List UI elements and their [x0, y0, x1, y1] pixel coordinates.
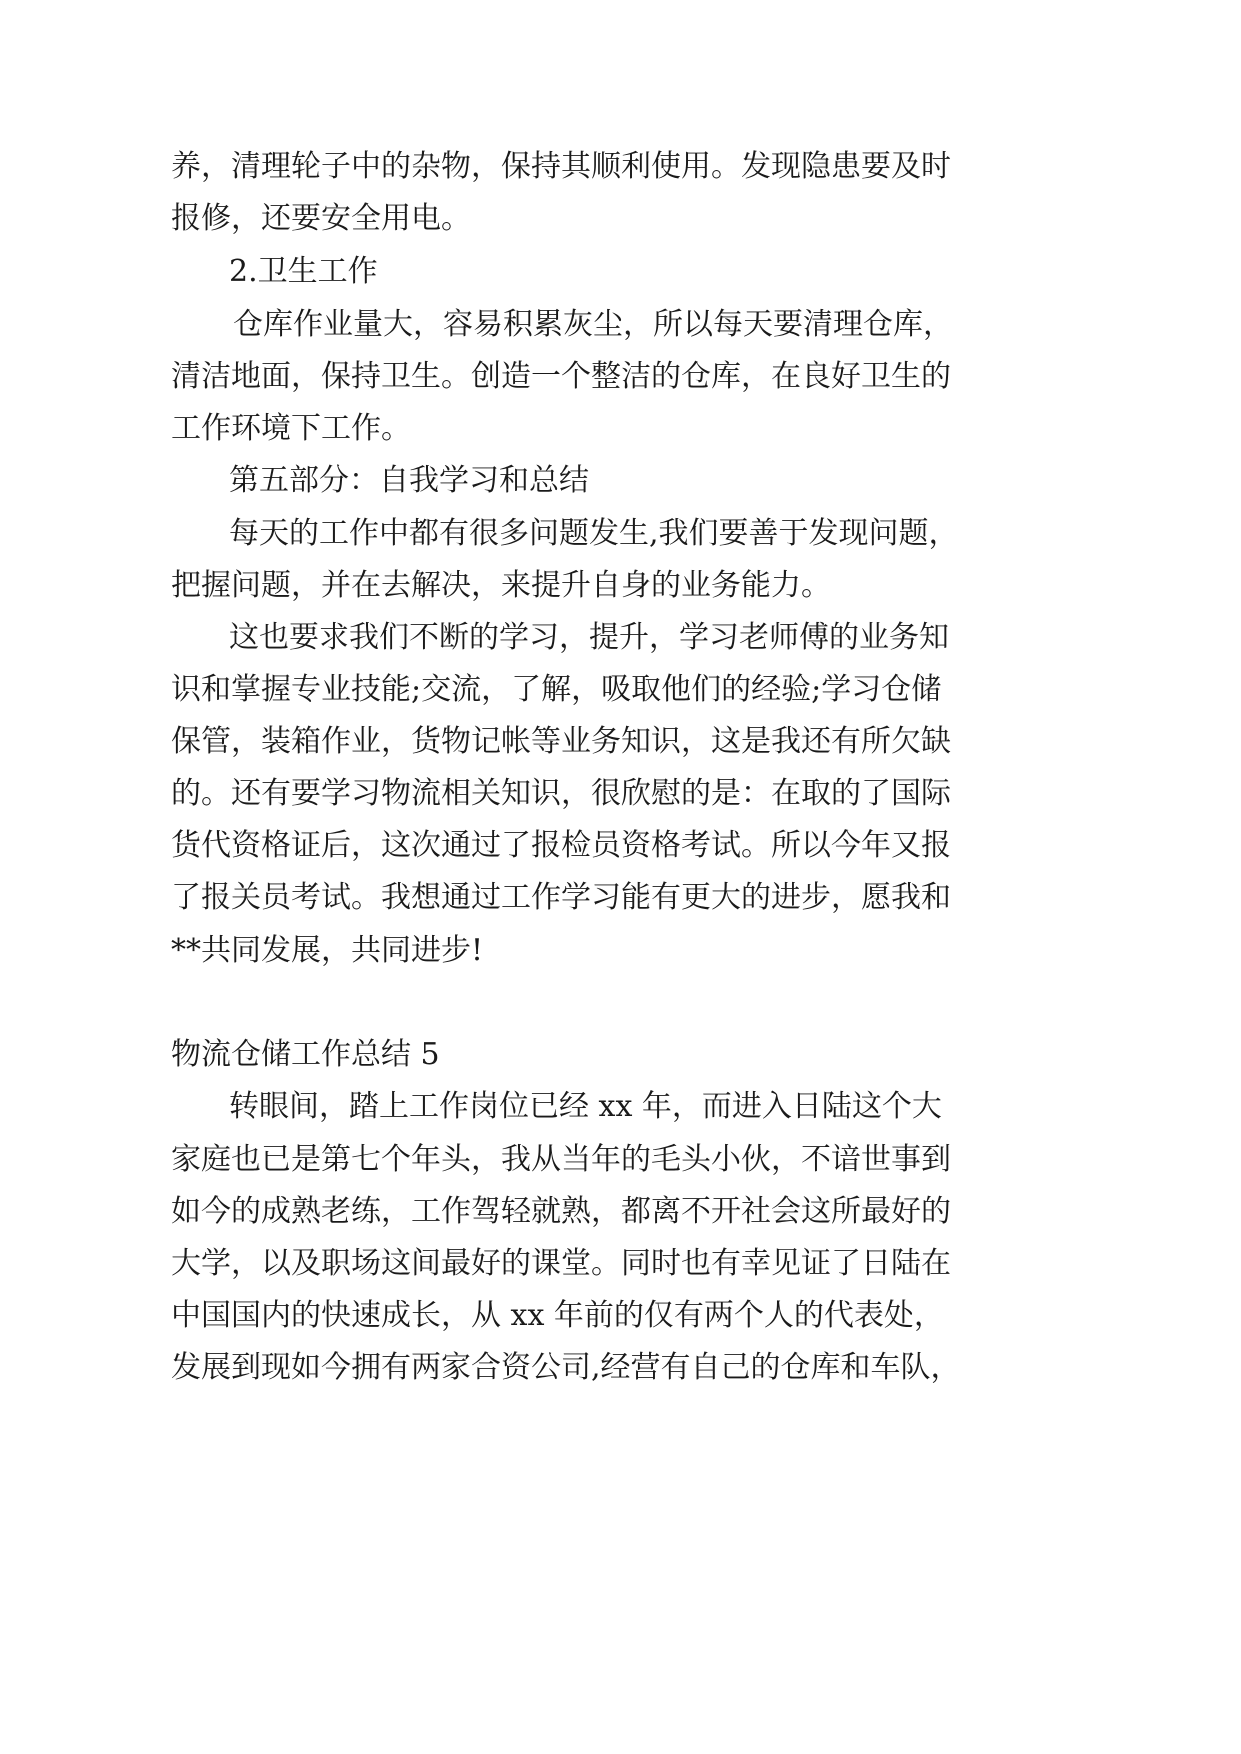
body-line: 了报关员考试。我想通过工作学习能有更大的进步，愿我和	[171, 880, 951, 915]
body-line: 这也要求我们不断的学习，提升，学习老师傅的业务知	[229, 620, 949, 655]
body-line: 报修，还要安全用电。	[171, 201, 471, 236]
body-line: 清洁地面，保持卫生。创造一个整洁的仓库，在良好卫生的	[171, 359, 951, 394]
body-line: 中国国内的快速成长，从 xx 年前的仅有两个人的代表处，	[171, 1298, 944, 1333]
body-line: 发展到现如今拥有两家合资公司,经营有自己的仓库和车队，	[171, 1350, 961, 1385]
body-line: 养，清理轮子中的杂物，保持其顺利使用。发现隐患要及时	[171, 149, 951, 184]
body-line: 转眼间，踏上工作岗位已经 xx 年，而进入日陆这个大	[229, 1089, 942, 1124]
body-line: 仓库作业量大，容易积累灰尘，所以每天要清理仓库，	[233, 307, 953, 342]
body-line: 每天的工作中都有很多问题发生,我们要善于发现问题，	[229, 516, 959, 551]
body-line: 的。还有要学习物流相关知识，很欣慰的是：在取的了国际	[171, 776, 951, 811]
body-line: 保管，装箱作业，货物记帐等业务知识，这是我还有所欠缺	[171, 724, 951, 759]
body-line: 大学，以及职场这间最好的课堂。同时也有幸见证了日陆在	[171, 1246, 951, 1281]
body-line: 识和掌握专业技能;交流，了解，吸取他们的经验;学习仓储	[171, 672, 942, 707]
body-line: 把握问题，并在去解决，来提升自身的业务能力。	[171, 568, 831, 603]
body-line: 如今的成熟老练，工作驾轻就熟，都离不开社会这所最好的	[171, 1194, 951, 1229]
body-line: 工作环境下工作。	[171, 411, 411, 446]
body-line: 货代资格证后，这次通过了报检员资格考试。所以今年又报	[171, 828, 951, 863]
body-line: **共同发展，共同进步!	[171, 933, 484, 968]
numbered-heading: 2.卫生工作	[229, 254, 378, 289]
article-title: 物流仓储工作总结 5	[171, 1037, 440, 1072]
body-line: 家庭也已是第七个年头，我从当年的毛头小伙，不谙世事到	[171, 1142, 951, 1177]
section-heading: 第五部分：自我学习和总结	[229, 463, 589, 498]
